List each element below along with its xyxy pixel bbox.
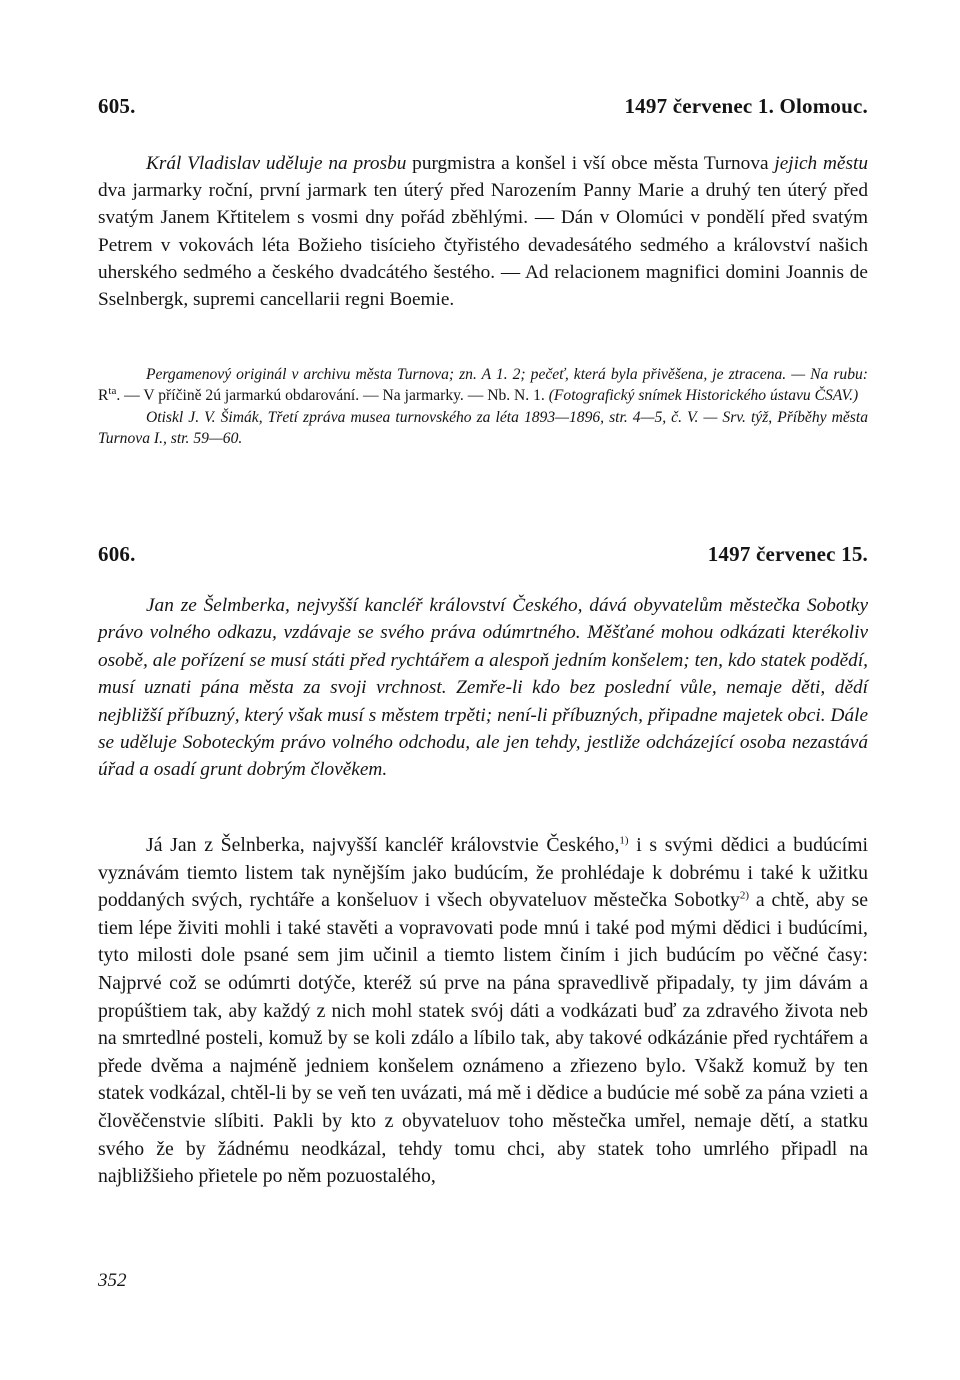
regest-text-part: purgmistra a konšel i vší obce města Turnova xyxy=(406,153,775,174)
regest-text-part: dva jarmarky roční, první jarmark ten úterý před Narozením Panny Marie a druhý ten úterý před svatým Janem Křtitelem s vosmi dny pořád zběhlými. — Dán v Olomúci v pondělí před svatým Petrem v vokovách léta Božieho tisícieho čtyřistého devadesátého sedmého a království našich uherského sedmého a českého dvadcátého šestého. — Ad relacionem magnifici domini Joannis de Sselnbergk, supremi cancellarii regni Boemie. xyxy=(98,180,868,311)
document-date: 1497 červenec 15. xyxy=(707,542,868,566)
note-part: R xyxy=(98,387,109,405)
regest-605 xyxy=(98,150,868,313)
note-part: Pergamenový originál v archivu města Turnova; zn. A 1. 2; pečeť, která byla přivěšena, je ztracena. — Na rubu: xyxy=(146,366,868,383)
source-notes-605 xyxy=(98,364,868,450)
source-note-edition: Otiskl J. V. Šimák, Třetí zpráva musea turnovského za léta 1893—1896, str. 4—5, č. V. — Srv. týž, Příběhy města Turnova I., str. 59—60. xyxy=(98,408,868,448)
note-superscript: ta xyxy=(108,385,117,398)
charter-text-part: a chtě, aby se tiem lépe živiti mohli i také stavěti a vopravovati pode mnú i také pod mými dědici i budúcími, tyto milosti dole psané sem jim učinil a tiemto listem činím i jich budúcím po věčné časy: Najprvé což se odúmrti dotýče, kteréž sú prve na pána spravedlivě připadaly, ty jim dávám a propúštiem tak, aby každý z nich mohl statek svój dáti a vodkázati buď za zdravého života neb na smrtedlné posteli, komuž by se koli zdálo a líbilo tak, aby takové odkázánie před rychtářem a přede dvěma a najméně jedniem konšelem oznámeno a zřiezeno bylo. Všakž komuž by ten statek vodkázal, chtěl-li by se veň ten uvázati, má mě i dědice a budúcie mé sobě za pána vzieti a člověčenstvie slíbiti. Pakli by kto z obyvateluov toho městečka umřel, nemaje dětí, a statku svého že by žádnému neodkázal, tehdy tomu chci, aby statek toho umrlého připadl na najbližšieho přietele po něm pozuostalého, xyxy=(98,889,868,1188)
footnote-ref: 2) xyxy=(739,889,750,902)
charter-text-606 xyxy=(98,832,868,1191)
footnote-ref: 1) xyxy=(619,834,629,847)
document-number: 605. xyxy=(98,94,136,118)
regest-italic-part: Král Vladislav uděluje na prosbu xyxy=(146,153,407,174)
charter-text-part: Já Jan z Šelnberka, najvyšší kancléř královstvie Českého, xyxy=(146,834,620,856)
document-date: 1497 červenec 1. Olomouc. xyxy=(624,94,868,118)
regest-italic-part: jejich městu xyxy=(774,153,868,174)
document-number: 606. xyxy=(98,542,136,566)
note-part: . — V příčině 2ú jarmarkú obdarování. — Na jarmarky. — Nb. N. 1. xyxy=(116,387,545,405)
document-header-605 xyxy=(98,94,868,119)
regest-606: Jan ze Šelmberka, nejvyšší kancléř království Českého, dává obyvatelům městečka Sobotky právo volného odkazu, vzdávaje se svého práva odúmrtného. Měšťané mohou odkázati kterékoliv osobě, ale pořízení se musí státi před rychtářem a alespoň jedním konšelem; ten, kdo statek podědí, musí uznati pána města za svoji vrchnost. Zemře-li kdo bez poslední vůle, nemaje děti, dědí nejbližší příbuzný, který však musí s městem trpěti; není-li příbuzných, připadne majetek obci. Dále se uděluje Soboteckým právo volného odchodu, ale jen tehdy, jestliže odcházející osoba nezastává úřad a osadí grunt dobrým člověkem. xyxy=(98,595,868,781)
note-part: (Fotografický snímek Historického ústavu ČSAV.) xyxy=(544,387,859,405)
charter-text-part: i s svými dědici a budúcími vyznávám tiemto listem tak nynějším jako budúcím, že prohlédaje k dobrému i také k užitku poddaných svých, rychtáře a konšeluov i všech obyvateluov městečka Sobotky xyxy=(98,834,869,912)
source-note-archive xyxy=(98,364,868,407)
document-header-606 xyxy=(98,542,868,567)
page-number: 352 xyxy=(98,1270,127,1291)
